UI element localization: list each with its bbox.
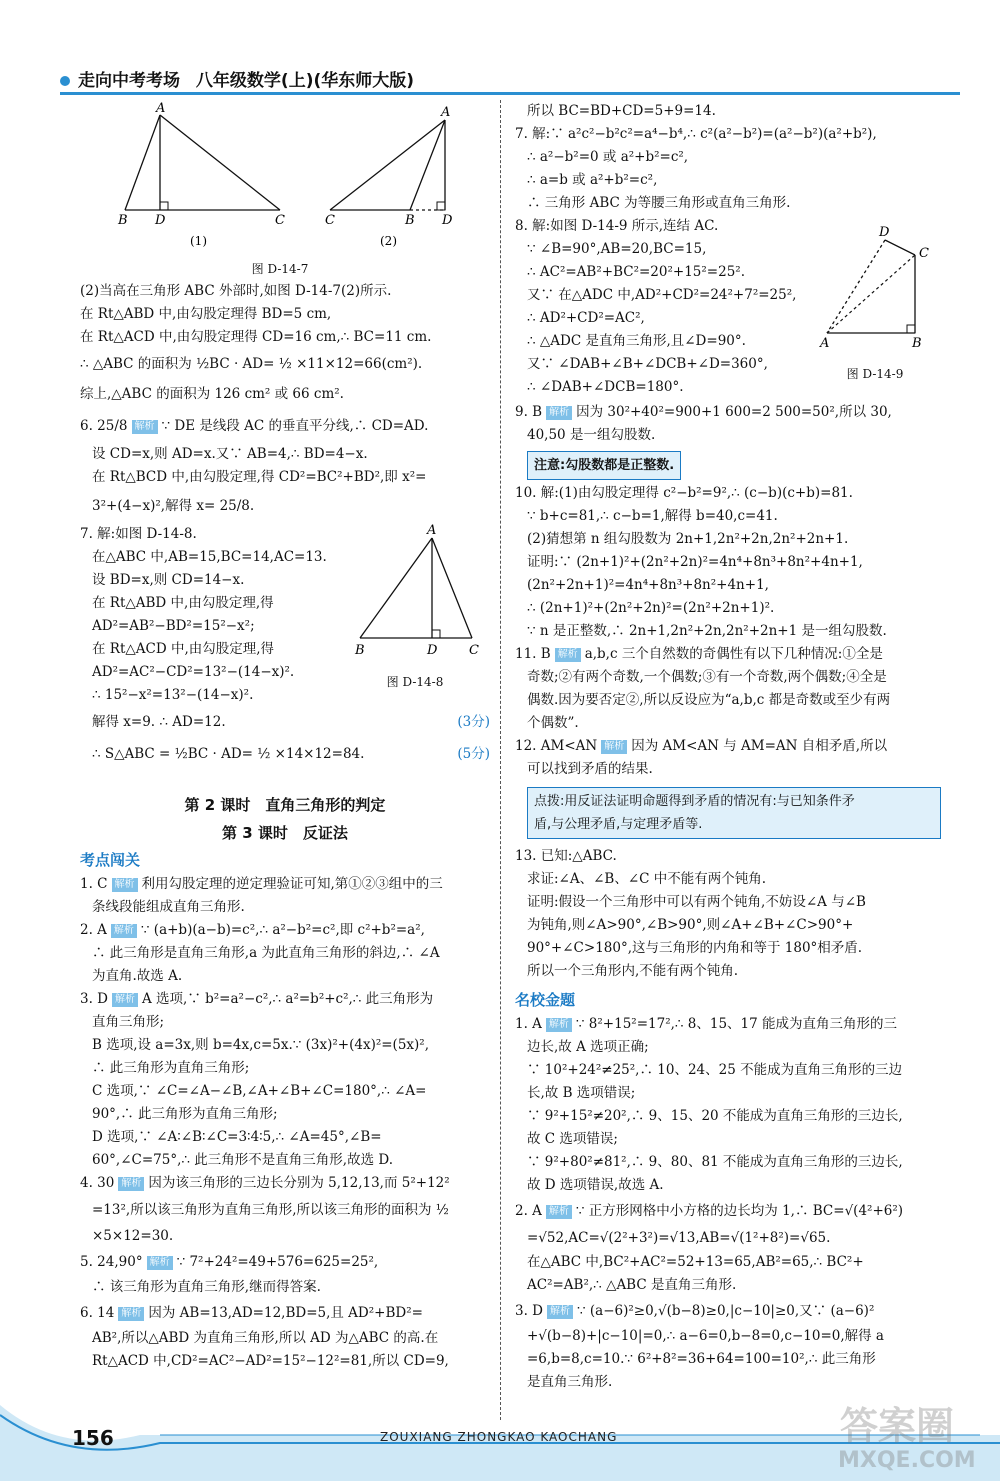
mq-3 [515,1297,945,1325]
line: 在 Rt△ABD 中,由勾股定理得 BD=5 cm, [80,306,332,322]
line: ∴ a²−b²=0 或 a²+b²=c², [527,149,689,165]
line: (2)猜想第 n 组勾股数为 2n+1,2n²+2n,2n²+2n+1. [527,531,849,547]
question-7-block [80,523,490,707]
q4-number: 4. 30 [80,1175,115,1191]
m2-number: 2. A [515,1203,542,1219]
line: D 选项,∵ ∠A∶∠B∶∠C=3∶4∶5,∴ ∠A=45°,∠B= [92,1129,382,1145]
m3-number: 3. D [515,1303,543,1319]
line: ∴ △ADC 是直角三角形,且∠D=90°. [527,333,746,349]
question-3 [80,988,490,1011]
line: 综上,△ABC 的面积为 126 cm² 或 66 cm². [80,386,344,402]
m1-text: ∵ 8²+15²=17²,∴ 8、15、17 能成为直角三角形的三 [575,1016,898,1032]
jiexi-badge: 解析 [547,1305,573,1319]
line: 在 Rt△BCD 中,由勾股定理,得 CD²=BC²+BD²,即 x²= [92,469,427,485]
line: ∴ (2n+1)²+(2n²+2n)²=(2n²+2n+1)². [527,600,775,616]
line: 13. 已知:△ABC. [515,848,617,864]
line: 7. 解:如图 D-14-8. [80,526,197,542]
jiexi-badge: 解析 [555,648,581,662]
question-8-block [515,215,945,401]
column-divider [500,100,501,1420]
fig8-label-b: B [355,643,365,658]
line: AD²=AC²−CD²=13²−(14−x)². [92,664,295,680]
line: ∴ 该三角形为直角三角形,继而得答案. [92,1279,321,1295]
jiexi-badge: 解析 [546,1205,572,1219]
kaodian-heading: 考点闯关 [80,851,141,869]
line: 10. 解:(1)由勾股定理得 c²−b²=9²,∴ (c−b)(c+b)=81. [515,485,853,501]
fig9-caption: 图 D-14-9 [846,367,904,381]
watermark-url: MXQE.COM [838,1448,976,1473]
figure-d-14-8-drawing [350,523,490,663]
line: 条线段能组成直角三角形. [92,899,245,915]
m3-text: ∵ (a−6)²≥0,√(b−8)≥0,|c−10|≥0,又∵ (a−6)² [577,1303,875,1319]
q9-number: 9. B [515,404,543,420]
fig7-label-a1: A [156,101,166,116]
q7-area-line [80,737,490,771]
line: 3²+(4−x)²,解得 x= 25/8. [92,498,255,514]
left-column [80,100,490,1373]
line: 故 C 选项错误; [527,1131,618,1147]
q6-number: 6. 25/8 [80,418,128,434]
fig7-label-c1: C [275,213,285,228]
jiexi-badge: 解析 [118,1177,144,1191]
header-rule [60,92,960,95]
line: 8. 解:如图 D-14-9 所示,连结 AC. [515,218,719,234]
fig7-sub1: (1) [190,234,207,248]
line: 60°,∠C=75°,∴ 此三角形不是直角三角形,故选 D. [92,1152,393,1168]
line: 所以 BC=BD+CD=5+9=14. [527,103,716,119]
question-12 [515,735,945,758]
jiexi-badge: 解析 [118,1307,144,1321]
jiexi-badge: 解析 [112,878,138,892]
line: 直角三角形; [92,1014,165,1030]
question-2 [80,919,490,942]
line: 边长,故 A 选项正确; [527,1039,649,1055]
line: ∵ 9²+80²≠81²,∴ 9、80、81 不能成为直角三角形的三边长, [527,1154,903,1170]
line: ∴ ∠DAB+∠DCB=180°. [527,379,684,395]
line: 故 D 选项错误,故选 A. [527,1177,664,1193]
note-box-1 [527,451,945,480]
line: 长,故 B 选项错误; [527,1085,636,1101]
line: ∵ n 是正整数,∴ 2n+1,2n²+2n,2n²+2n+1 是一组勾股数. [527,623,887,639]
line: B 选项,设 a=3x,则 b=4x,c=5x.∵ (3x)²+(4x)²=(5x)², [92,1037,429,1053]
line: ∴ 此三角形是直角三角形,a 为此直角三角形的斜边,∴ ∠A [92,945,440,961]
q1-text: 利用勾股定理的逆定理验证可知,第①②③组中的三 [141,876,443,892]
line: 个偶数”. [527,715,579,731]
line: 在△ABC 中,AB=15,BC=14,AC=13. [92,549,327,565]
line: ∵ ∠B=90°,AB=20,BC=15, [527,241,707,257]
note-2-line: 盾,与公理矛盾,与定理矛盾等. [534,817,703,832]
question-9 [515,401,945,424]
fig9-label-a: A [820,336,830,351]
figure-d-14-7-drawing [80,100,480,250]
question-11 [515,643,945,666]
line: 又∵ ∠DAB+∠B+∠DCB+∠D=360°, [527,356,768,372]
section-title-2: 第 2 课时 直角三角形的判定 [184,796,386,814]
line: =√52,AC=√(2²+3²)=√13,AB=√(1²+8²)=√65. [527,1230,831,1246]
line: 为钝角,则∠A>90°,∠B>90°,则∠A+∠B+∠C>90°+ [527,917,854,933]
m2-text: ∵ 正方形网格中小方格的边长均为 1,∴ BC=√(4²+6²) [575,1203,904,1219]
book-subtitle: 八年级数学(上)(华东师大版) [195,71,414,91]
figure-d-14-7 [80,100,490,280]
line: 证明:假设一个三角形中可以有两个钝角,不妨设∠A 与∠B [527,894,866,910]
question-6 [80,409,490,443]
q7-area: ∴ S△ABC = ½BC · AD= ½ ×14×12=84. [92,746,365,762]
line: ∴ a=b 或 a²+b²=c², [527,172,658,188]
q7-solve-line [80,707,490,737]
line: (2n²+2n+1)²=4n⁴+8n³+8n²+4n+1, [527,577,769,593]
line: 证明:∵ (2n+1)²+(2n²+2n)²=4n⁴+8n³+8n²+4n+1, [527,554,863,570]
question-1 [80,873,490,896]
q2-text: ∵ (a+b)(a−b)=c²,∴ a²−b²=c²,即 c²+b²=a², [140,922,425,938]
line: 7. 解:∵ a²c²−b²c²=a⁴−b⁴,∴ c²(a²−b²)=(a²−b²)(a²+b²), [515,126,877,142]
line: ∴ 此三角形为直角三角形; [92,1060,250,1076]
line: +√(b−8)+|c−10|=0,∴ a−6=0,b−8=0,c−10=0,解得 a [527,1328,884,1344]
q3-text: A 选项,∵ b²=a²−c²,∴ a²=b²+c²,∴ 此三角形为 [142,991,434,1007]
fig7-label-b2: B [405,213,415,228]
q2-number: 2. A [80,922,107,938]
fig8-label-a: A [427,523,437,538]
line: 90°+∠C>180°,这与三角形的内角和等于 180°相矛盾. [527,940,863,956]
line: ×5×12=30. [92,1228,174,1244]
fig8-label-d: D [427,643,438,658]
line: 在△ABC 中,BC²+AC²=52+13=65,AB²=65,∴ BC²+ [527,1254,864,1270]
fig8-caption: 图 D-14-8 [386,675,444,689]
q3-number: 3. D [80,991,108,1007]
line: Rt△ACD 中,CD²=AC²−AD²=15²−12²=81,所以 CD=9, [92,1353,449,1369]
line: ∵ 10²+24²≠25²,∴ 10、24、25 不能成为直角三角形的三边 [527,1062,903,1078]
fig8-label-c: C [469,643,479,658]
q11-number: 11. B [515,646,551,662]
jiexi-badge: 解析 [601,740,627,754]
line: 偶数.因为要否定②,所以反设应为“a,b,c 都是奇数或至少有两 [527,692,891,708]
line: (2)当高在三角形 ABC 外部时,如图 D-14-7(2)所示. [80,283,392,299]
header-dot-icon [60,76,70,86]
q6b-number: 6. 14 [80,1305,115,1321]
question-5 [80,1248,490,1276]
page-header [60,66,414,91]
page-number: 156 [72,1426,114,1450]
q6b-text: 因为 AB=13,AD=12,BD=5,且 AD²+BD²= [148,1305,423,1321]
line: C 选项,∵ ∠C=∠A−∠B,∠A+∠B+∠C=180°,∴ ∠A= [92,1083,427,1099]
mq-2 [515,1197,945,1225]
line: 设 CD=x,则 AD=x.又∵ AB=4,∴ BD=4−x. [92,446,368,462]
fig9-label-c: C [919,246,929,261]
line: =6,b=8,c=10.∵ 6²+8²=36+64=100=10²,∴ 此三角形 [527,1351,876,1367]
right-column [515,100,945,1394]
q7-solve: 解得 x=9. ∴ AD=12. [92,714,226,730]
line: 40,50 是一组勾股数. [527,427,656,443]
jiexi-badge: 解析 [147,1256,173,1270]
q5-text: ∵ 7²+24²=49+576=625=25², [176,1254,379,1270]
jiexi-badge: 解析 [546,406,572,420]
line: ∴ AC²=AB²+BC²=20²+15²=25². [527,264,745,280]
line: 在 Rt△ACD 中,由勾股定理得 CD=16 cm,∴ BC=11 cm. [80,329,432,345]
fig7-label-b1: B [118,213,128,228]
fig7-caption: 图 D-14-7 [251,262,309,276]
line: 所以一个三角形内,不能有两个钝角. [527,963,739,979]
line: ∵ b+c=81,∴ c−b=1,解得 b=40,c=41. [527,508,778,524]
line: ∴ 三角形 ABC 为等腰三角形或直角三角形. [527,195,791,211]
line: 在 Rt△ACD 中,由勾股定理,得 [92,641,275,657]
note-box-2 [527,787,941,839]
q6-text: ∵ DE 是线段 AC 的垂直平分线,∴ CD=AD. [161,418,429,434]
line: 又∵ 在△ADC 中,AD²+CD²=24²+7²=25², [527,287,797,303]
watermark-logo: 答案圈 [840,1404,955,1448]
figure-d-14-8 [350,523,490,694]
line: AB²,所以△ABD 为直角三角形,所以 AD 为△ABC 的高.在 [92,1330,439,1346]
jiexi-badge: 解析 [111,924,137,938]
line: ∵ 9²+15²≠20²,∴ 9、15、20 不能成为直角三角形的三边长, [527,1108,903,1124]
line: ∴ △ABC 的面积为 ½BC · AD= ½ ×11×12=66(cm²). [80,356,423,372]
q1-number: 1. C [80,876,108,892]
line: 奇数;②有两个奇数,一个偶数;③有一个奇数,两个偶数;④全是 [527,669,887,685]
line: 90°,∴ 此三角形为直角三角形; [92,1106,278,1122]
q12-text: 因为 AM<AN 与 AM=AN 自相矛盾,所以 [631,738,888,754]
line: 是直角三角形. [527,1374,613,1390]
jiexi-badge: 解析 [546,1018,572,1032]
book-title: 走向中考考场 [78,71,180,91]
line: 可以找到矛盾的结果. [527,761,653,777]
line: 求证:∠A、∠B、∠C 中不能有两个钝角. [527,871,767,887]
fig9-label-d: D [879,225,890,240]
line: AC²=AB²,∴ △ABC 是直角三角形. [527,1277,737,1293]
mingxiao-heading: 名校金题 [515,991,576,1009]
score-5: (5分) [457,746,490,762]
q5-number: 5. 24,90° [80,1254,143,1270]
question-4 [80,1172,490,1195]
line: =13²,所以该三角形为直角三角形,所以该三角形的面积为 ½ [92,1202,449,1218]
q12-number: 12. AM<AN [515,738,598,754]
note-2-line: 点拨:用反证法证明命题得到矛盾的情况有:与已知条件矛 [534,794,855,809]
mq-1 [515,1013,945,1036]
question-6b [80,1299,490,1327]
note-1: 注意:勾股数都是正整数. [527,451,681,480]
line: 设 BD=x,则 CD=14−x. [92,572,245,588]
figure-d-14-9 [815,225,945,386]
m1-number: 1. A [515,1016,542,1032]
section-title-3: 第 3 课时 反证法 [222,824,348,842]
jiexi-badge: 解析 [112,993,138,1007]
line: ∴ AD²+CD²=AC², [527,310,645,326]
fig7-label-d2: D [442,213,453,228]
fig7-sub2: (2) [380,234,397,248]
footer-series-text: ZOUXIANG ZHONGKAO KAOCHANG [380,1430,618,1444]
fig9-label-b: B [912,336,922,351]
fig7-label-c2: C [325,213,335,228]
line: ∴ 15²−x²=13²−(14−x)². [92,687,254,703]
fig7-label-a2: A [441,105,451,120]
line: 为直角.故选 A. [92,968,183,984]
jiexi-badge: 解析 [132,420,158,434]
q11-text: a,b,c 三个自然数的奇偶性有以下几种情况:①全是 [584,646,883,662]
score-3: (3分) [457,714,490,730]
q4-text: 因为该三角形的三边长分别为 5,12,13,而 5²+12² [148,1175,450,1191]
line: 在 Rt△ABD 中,由勾股定理,得 [92,595,274,611]
fig7-label-d1: D [155,213,166,228]
q9-text: 因为 30²+40²=900+1 600=2 500=50²,所以 30, [576,404,892,420]
figure-d-14-9-drawing [815,225,945,355]
line: AD²=AB²−BD²=15²−x²; [92,618,255,634]
